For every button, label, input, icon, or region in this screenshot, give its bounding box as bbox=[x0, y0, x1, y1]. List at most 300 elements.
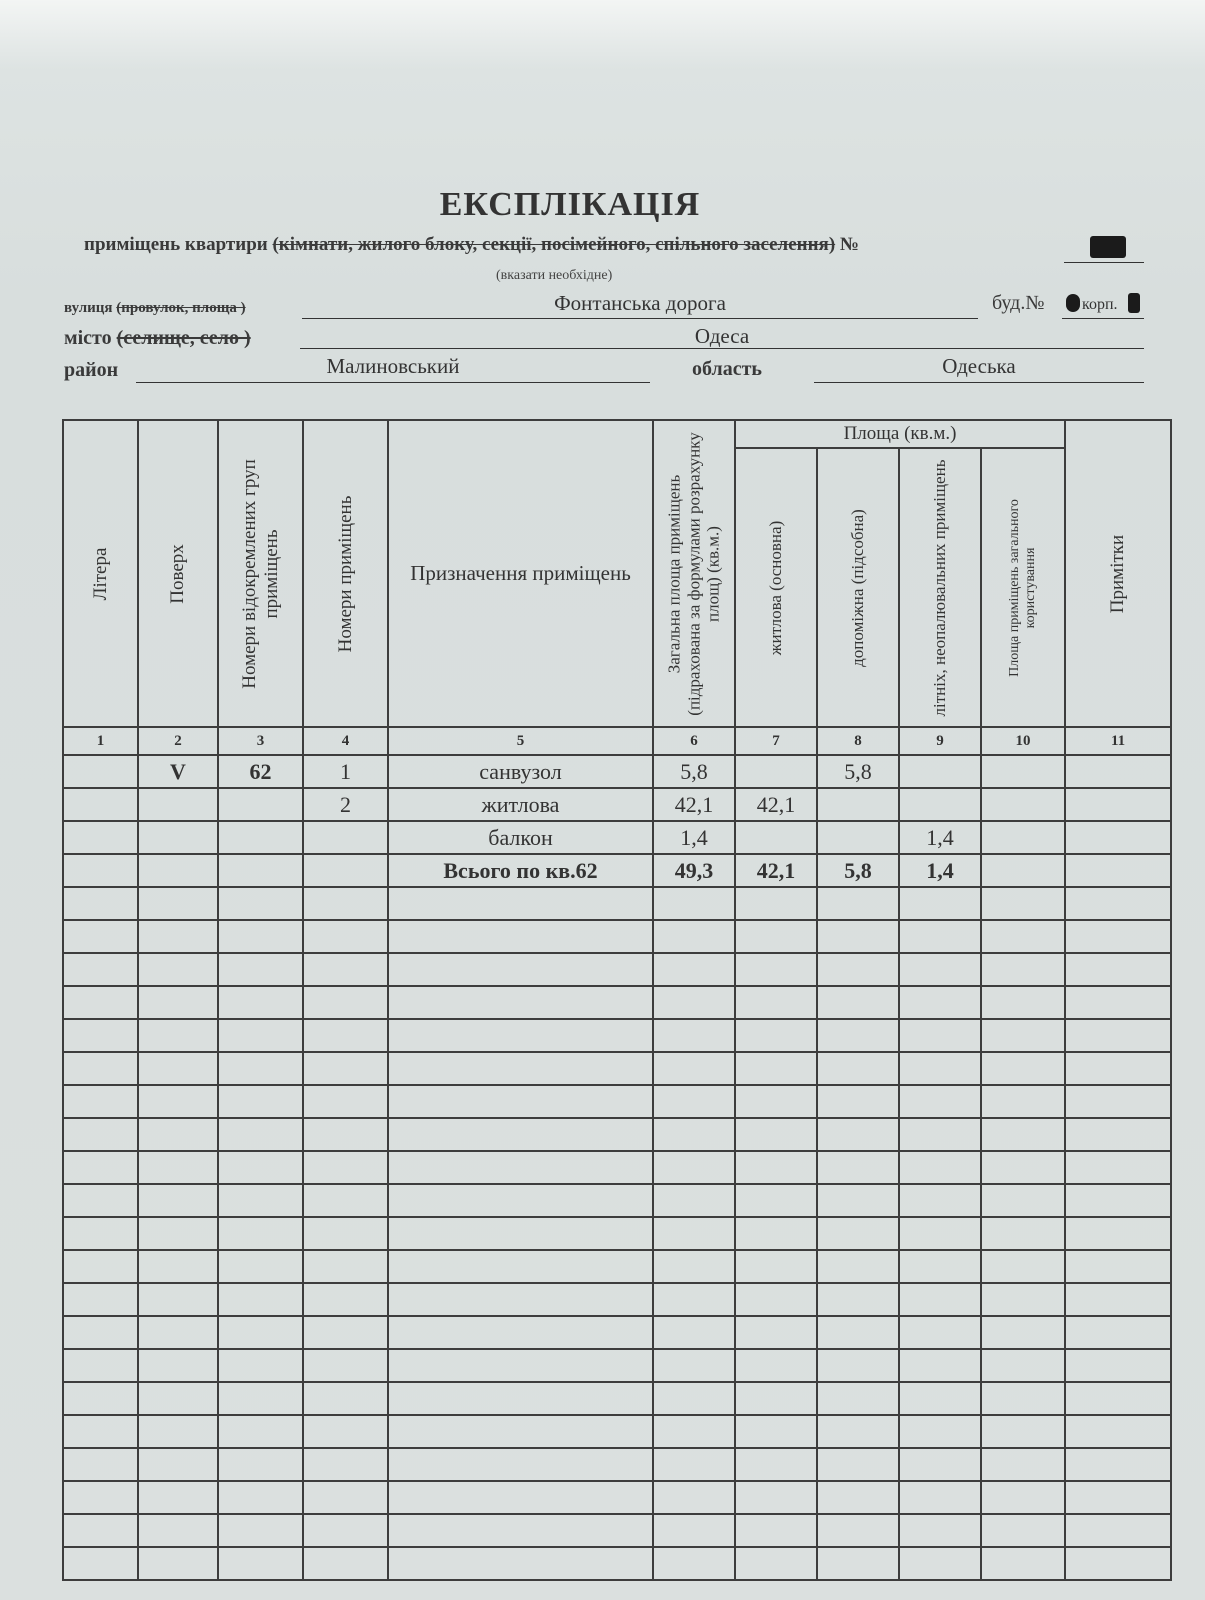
empty-cell bbox=[138, 1217, 218, 1250]
empty-cell bbox=[817, 1250, 899, 1283]
empty-cell bbox=[899, 920, 981, 953]
empty-cell bbox=[138, 920, 218, 953]
col-number: 5 bbox=[388, 727, 653, 755]
cell-common bbox=[981, 854, 1065, 887]
empty-row bbox=[63, 1085, 1171, 1118]
empty-cell bbox=[388, 1316, 653, 1349]
explication-table bbox=[62, 419, 1172, 1581]
cell-common bbox=[981, 821, 1065, 854]
empty-row bbox=[63, 1547, 1171, 1580]
empty-cell bbox=[653, 1250, 735, 1283]
hint-text: (вказати необхідне) bbox=[496, 268, 613, 283]
empty-cell bbox=[735, 887, 817, 920]
empty-cell bbox=[218, 1547, 303, 1580]
empty-cell bbox=[981, 1481, 1065, 1514]
cell-common bbox=[981, 788, 1065, 821]
empty-cell bbox=[303, 986, 388, 1019]
cell-litera bbox=[63, 854, 138, 887]
empty-cell bbox=[817, 1085, 899, 1118]
empty-cell bbox=[138, 1151, 218, 1184]
cell-summer: 1,4 bbox=[899, 821, 981, 854]
cell-total: 5,8 bbox=[653, 755, 735, 788]
empty-cell bbox=[138, 1415, 218, 1448]
cell-aux bbox=[817, 788, 899, 821]
empty-cell bbox=[218, 1316, 303, 1349]
empty-cell bbox=[1065, 1250, 1171, 1283]
empty-cell bbox=[388, 920, 653, 953]
empty-cell bbox=[735, 1217, 817, 1250]
col-number: 8 bbox=[817, 727, 899, 755]
empty-cell bbox=[63, 1415, 138, 1448]
city-label-group bbox=[64, 327, 251, 350]
empty-cell bbox=[817, 1151, 899, 1184]
cell-total: 49,3 bbox=[653, 854, 735, 887]
cell-room bbox=[303, 821, 388, 854]
empty-cell bbox=[218, 1283, 303, 1316]
empty-cell bbox=[388, 1019, 653, 1052]
empty-cell bbox=[735, 920, 817, 953]
empty-cell bbox=[981, 953, 1065, 986]
empty-cell bbox=[653, 1151, 735, 1184]
header-groups: Номери відокремлених груп приміщень bbox=[218, 420, 303, 727]
empty-cell bbox=[303, 1118, 388, 1151]
empty-cell bbox=[63, 887, 138, 920]
empty-cell bbox=[1065, 986, 1171, 1019]
empty-cell bbox=[303, 1184, 388, 1217]
street-underline bbox=[302, 318, 978, 319]
empty-cell bbox=[218, 1184, 303, 1217]
empty-cell bbox=[388, 1250, 653, 1283]
empty-row bbox=[63, 1415, 1171, 1448]
subtitle-main: приміщень квартири bbox=[84, 234, 268, 255]
empty-cell bbox=[1065, 887, 1171, 920]
empty-cell bbox=[388, 986, 653, 1019]
empty-cell bbox=[388, 953, 653, 986]
empty-cell bbox=[817, 920, 899, 953]
empty-cell bbox=[817, 1415, 899, 1448]
empty-cell bbox=[63, 1283, 138, 1316]
empty-cell bbox=[138, 1481, 218, 1514]
empty-cell bbox=[218, 1448, 303, 1481]
empty-cell bbox=[1065, 1151, 1171, 1184]
empty-cell bbox=[735, 1283, 817, 1316]
empty-cell bbox=[735, 1118, 817, 1151]
redacted-building-number bbox=[1066, 294, 1080, 312]
col-number: 11 bbox=[1065, 727, 1171, 755]
empty-cell bbox=[218, 887, 303, 920]
header-notes: Примітки bbox=[1065, 420, 1171, 727]
empty-cell bbox=[735, 1415, 817, 1448]
empty-cell bbox=[63, 1052, 138, 1085]
empty-cell bbox=[63, 1019, 138, 1052]
empty-cell bbox=[735, 1019, 817, 1052]
empty-cell bbox=[899, 1514, 981, 1547]
empty-cell bbox=[218, 1382, 303, 1415]
empty-cell bbox=[817, 1217, 899, 1250]
cell-floor bbox=[138, 821, 218, 854]
empty-cell bbox=[303, 1349, 388, 1382]
col-number: 2 bbox=[138, 727, 218, 755]
empty-cell bbox=[653, 1283, 735, 1316]
empty-cell bbox=[303, 1217, 388, 1250]
empty-cell bbox=[981, 920, 1065, 953]
empty-cell bbox=[899, 1217, 981, 1250]
empty-cell bbox=[218, 1349, 303, 1382]
cell-aux: 5,8 bbox=[817, 854, 899, 887]
empty-cell bbox=[1065, 1085, 1171, 1118]
cell-room: 2 bbox=[303, 788, 388, 821]
empty-cell bbox=[899, 1415, 981, 1448]
empty-cell bbox=[138, 1250, 218, 1283]
empty-cell bbox=[653, 1019, 735, 1052]
empty-cell bbox=[981, 1151, 1065, 1184]
empty-cell bbox=[735, 986, 817, 1019]
header-area-group: Площа (кв.м.) bbox=[735, 420, 1065, 448]
empty-row bbox=[63, 887, 1171, 920]
empty-cell bbox=[817, 1316, 899, 1349]
empty-cell bbox=[63, 1316, 138, 1349]
empty-cell bbox=[899, 1151, 981, 1184]
empty-cell bbox=[303, 1019, 388, 1052]
empty-cell bbox=[63, 1481, 138, 1514]
subtitle-struck: (кімнати, жилого блоку, секції, посімейного, спільного заселення) bbox=[272, 234, 836, 255]
empty-cell bbox=[653, 887, 735, 920]
empty-cell bbox=[1065, 1448, 1171, 1481]
document-subtitle bbox=[84, 234, 859, 256]
cell-summer bbox=[899, 755, 981, 788]
empty-cell bbox=[1065, 1514, 1171, 1547]
empty-cell bbox=[138, 1316, 218, 1349]
street-struck: (провулок, площа ) bbox=[116, 300, 246, 316]
empty-cell bbox=[1065, 1382, 1171, 1415]
city-value: Одеса bbox=[694, 324, 750, 348]
cell-living bbox=[735, 755, 817, 788]
empty-cell bbox=[653, 1481, 735, 1514]
cell-litera bbox=[63, 788, 138, 821]
header-living: житлова (основна) bbox=[735, 448, 817, 727]
empty-cell bbox=[218, 1052, 303, 1085]
empty-cell bbox=[138, 1283, 218, 1316]
empty-cell bbox=[817, 1514, 899, 1547]
street-label-group bbox=[64, 300, 246, 317]
empty-cell bbox=[218, 1019, 303, 1052]
empty-cell bbox=[303, 920, 388, 953]
empty-cell bbox=[303, 1382, 388, 1415]
empty-cell bbox=[1065, 920, 1171, 953]
empty-cell bbox=[735, 953, 817, 986]
empty-cell bbox=[981, 1250, 1065, 1283]
district-underline bbox=[136, 382, 650, 383]
empty-cell bbox=[218, 1217, 303, 1250]
empty-cell bbox=[388, 1085, 653, 1118]
empty-cell bbox=[1065, 1481, 1171, 1514]
empty-cell bbox=[138, 1514, 218, 1547]
empty-cell bbox=[303, 1085, 388, 1118]
empty-cell bbox=[899, 1547, 981, 1580]
empty-cell bbox=[899, 953, 981, 986]
empty-cell bbox=[981, 1283, 1065, 1316]
empty-cell bbox=[899, 1019, 981, 1052]
empty-cell bbox=[218, 1118, 303, 1151]
cell-notes bbox=[1065, 755, 1171, 788]
header-litera: Літера bbox=[63, 420, 138, 727]
empty-cell bbox=[899, 1085, 981, 1118]
empty-row bbox=[63, 1019, 1171, 1052]
empty-cell bbox=[218, 953, 303, 986]
empty-cell bbox=[817, 1019, 899, 1052]
empty-row bbox=[63, 1481, 1171, 1514]
empty-cell bbox=[63, 1085, 138, 1118]
empty-cell bbox=[63, 1382, 138, 1415]
cell-group bbox=[218, 821, 303, 854]
empty-cell bbox=[653, 920, 735, 953]
empty-cell bbox=[817, 986, 899, 1019]
empty-cell bbox=[981, 986, 1065, 1019]
cell-aux: 5,8 bbox=[817, 755, 899, 788]
empty-cell bbox=[138, 1547, 218, 1580]
empty-cell bbox=[899, 1481, 981, 1514]
empty-cell bbox=[653, 1349, 735, 1382]
cell-litera bbox=[63, 755, 138, 788]
empty-cell bbox=[138, 1118, 218, 1151]
empty-cell bbox=[817, 953, 899, 986]
city-struck: (селище, село ) bbox=[116, 327, 251, 349]
empty-row bbox=[63, 1250, 1171, 1283]
empty-cell bbox=[388, 1448, 653, 1481]
empty-cell bbox=[138, 1052, 218, 1085]
empty-cell bbox=[218, 986, 303, 1019]
empty-cell bbox=[388, 1052, 653, 1085]
empty-cell bbox=[388, 887, 653, 920]
col-number: 7 bbox=[735, 727, 817, 755]
empty-cell bbox=[735, 1151, 817, 1184]
empty-cell bbox=[1065, 1019, 1171, 1052]
empty-cell bbox=[899, 1349, 981, 1382]
empty-cell bbox=[653, 1184, 735, 1217]
empty-cell bbox=[817, 1349, 899, 1382]
empty-cell bbox=[899, 986, 981, 1019]
empty-cell bbox=[817, 1547, 899, 1580]
empty-cell bbox=[817, 1382, 899, 1415]
empty-row bbox=[63, 1052, 1171, 1085]
empty-cell bbox=[1065, 1217, 1171, 1250]
cell-living: 42,1 bbox=[735, 788, 817, 821]
empty-cell bbox=[735, 1481, 817, 1514]
empty-cell bbox=[817, 1184, 899, 1217]
empty-cell bbox=[735, 1052, 817, 1085]
empty-cell bbox=[981, 1184, 1065, 1217]
empty-cell bbox=[981, 1019, 1065, 1052]
empty-cell bbox=[138, 1349, 218, 1382]
empty-cell bbox=[735, 1382, 817, 1415]
cell-notes bbox=[1065, 788, 1171, 821]
empty-cell bbox=[981, 1514, 1065, 1547]
empty-cell bbox=[899, 1448, 981, 1481]
empty-row bbox=[63, 1382, 1171, 1415]
empty-cell bbox=[735, 1085, 817, 1118]
header-poverkh: Поверх bbox=[138, 420, 218, 727]
empty-cell bbox=[303, 1283, 388, 1316]
empty-cell bbox=[303, 1250, 388, 1283]
empty-row bbox=[63, 1184, 1171, 1217]
empty-row bbox=[63, 1217, 1171, 1250]
street-value: Фонтанська дорога bbox=[554, 291, 726, 315]
total-row bbox=[63, 854, 1171, 887]
cell-room: 1 bbox=[303, 755, 388, 788]
empty-cell bbox=[388, 1481, 653, 1514]
empty-cell bbox=[303, 1316, 388, 1349]
empty-rows bbox=[63, 887, 1171, 1580]
cell-floor: V bbox=[138, 755, 218, 788]
cell-living bbox=[735, 821, 817, 854]
cell-purpose-total: Всього по кв.62 bbox=[388, 854, 653, 887]
table-row bbox=[63, 788, 1171, 821]
empty-cell bbox=[388, 1184, 653, 1217]
empty-cell bbox=[388, 1283, 653, 1316]
empty-cell bbox=[303, 1481, 388, 1514]
oblast-underline bbox=[814, 382, 1144, 383]
empty-cell bbox=[63, 1151, 138, 1184]
empty-cell bbox=[981, 1547, 1065, 1580]
empty-cell bbox=[63, 1547, 138, 1580]
empty-cell bbox=[388, 1217, 653, 1250]
header-common: Площа приміщень загального користування bbox=[981, 448, 1065, 727]
cell-group bbox=[218, 788, 303, 821]
empty-cell bbox=[388, 1151, 653, 1184]
empty-cell bbox=[303, 1151, 388, 1184]
cell-summer bbox=[899, 788, 981, 821]
empty-cell bbox=[138, 1019, 218, 1052]
empty-cell bbox=[981, 887, 1065, 920]
empty-row bbox=[63, 1151, 1171, 1184]
table-row bbox=[63, 821, 1171, 854]
empty-cell bbox=[388, 1415, 653, 1448]
empty-cell bbox=[735, 1514, 817, 1547]
explication-table-wrapper bbox=[62, 419, 1170, 1600]
header-purpose: Призначення приміщень bbox=[388, 420, 653, 727]
empty-cell bbox=[388, 1118, 653, 1151]
apartment-number-line bbox=[1064, 262, 1144, 263]
empty-cell bbox=[303, 953, 388, 986]
empty-cell bbox=[303, 887, 388, 920]
empty-row bbox=[63, 1283, 1171, 1316]
empty-cell bbox=[899, 1118, 981, 1151]
empty-cell bbox=[138, 1184, 218, 1217]
empty-row bbox=[63, 920, 1171, 953]
empty-cell bbox=[981, 1316, 1065, 1349]
cell-notes bbox=[1065, 854, 1171, 887]
empty-cell bbox=[981, 1382, 1065, 1415]
empty-row bbox=[63, 1448, 1171, 1481]
street-label: вулиця bbox=[64, 300, 113, 316]
cell-room bbox=[303, 854, 388, 887]
building-label: буд.№ bbox=[992, 292, 1045, 314]
empty-cell bbox=[218, 1415, 303, 1448]
empty-cell bbox=[138, 1382, 218, 1415]
cell-living: 42,1 bbox=[735, 854, 817, 887]
empty-cell bbox=[981, 1415, 1065, 1448]
empty-cell bbox=[63, 1349, 138, 1382]
empty-cell bbox=[63, 920, 138, 953]
empty-cell bbox=[138, 1448, 218, 1481]
empty-cell bbox=[735, 1316, 817, 1349]
header-summer: літніх, неопалювальних приміщень bbox=[899, 448, 981, 727]
empty-cell bbox=[303, 1448, 388, 1481]
empty-cell bbox=[303, 1514, 388, 1547]
empty-cell bbox=[899, 887, 981, 920]
empty-cell bbox=[388, 1382, 653, 1415]
empty-cell bbox=[899, 1316, 981, 1349]
cell-floor bbox=[138, 788, 218, 821]
empty-cell bbox=[1065, 1349, 1171, 1382]
empty-cell bbox=[218, 920, 303, 953]
district-value: Малиновський bbox=[326, 354, 460, 378]
col-number: 3 bbox=[218, 727, 303, 755]
cell-purpose: санвузол bbox=[388, 755, 653, 788]
empty-cell bbox=[218, 1250, 303, 1283]
column-number-row bbox=[63, 727, 1171, 755]
empty-cell bbox=[735, 1547, 817, 1580]
redacted-korp-number bbox=[1128, 293, 1140, 313]
city-label: місто bbox=[64, 327, 112, 349]
empty-cell bbox=[303, 1415, 388, 1448]
empty-cell bbox=[653, 1316, 735, 1349]
col-number: 6 bbox=[653, 727, 735, 755]
subtitle-number-sign: № bbox=[839, 234, 859, 255]
header-aux: допоміжна (підсобна) bbox=[817, 448, 899, 727]
table-row bbox=[63, 755, 1171, 788]
korp-label: корп. bbox=[1082, 296, 1118, 313]
cell-aux bbox=[817, 821, 899, 854]
empty-cell bbox=[63, 986, 138, 1019]
empty-cell bbox=[63, 1448, 138, 1481]
empty-cell bbox=[1065, 1547, 1171, 1580]
empty-cell bbox=[653, 1217, 735, 1250]
oblast-label: область bbox=[692, 358, 762, 380]
empty-cell bbox=[653, 986, 735, 1019]
empty-cell bbox=[1065, 1052, 1171, 1085]
empty-cell bbox=[1065, 1415, 1171, 1448]
col-number: 9 bbox=[899, 727, 981, 755]
empty-row bbox=[63, 1316, 1171, 1349]
empty-cell bbox=[899, 1283, 981, 1316]
header-total: Загальна площа приміщень (підрахована за формулами розрахунку площ) (кв.м.) bbox=[653, 420, 735, 727]
cell-common bbox=[981, 755, 1065, 788]
empty-cell bbox=[218, 1151, 303, 1184]
empty-cell bbox=[653, 1052, 735, 1085]
empty-row bbox=[63, 1349, 1171, 1382]
empty-cell bbox=[981, 1349, 1065, 1382]
empty-cell bbox=[735, 1349, 817, 1382]
empty-cell bbox=[981, 1085, 1065, 1118]
empty-cell bbox=[981, 1118, 1065, 1151]
col-number: 1 bbox=[63, 727, 138, 755]
district-label: район bbox=[64, 359, 119, 381]
empty-row bbox=[63, 1514, 1171, 1547]
header-rooms: Номери приміщень bbox=[303, 420, 388, 727]
empty-cell bbox=[1065, 1118, 1171, 1151]
empty-cell bbox=[1065, 1283, 1171, 1316]
cell-total: 1,4 bbox=[653, 821, 735, 854]
empty-cell bbox=[138, 887, 218, 920]
empty-cell bbox=[303, 1052, 388, 1085]
empty-cell bbox=[653, 1118, 735, 1151]
empty-cell bbox=[817, 1052, 899, 1085]
empty-cell bbox=[138, 1085, 218, 1118]
empty-cell bbox=[899, 1382, 981, 1415]
empty-cell bbox=[388, 1547, 653, 1580]
empty-cell bbox=[1065, 1184, 1171, 1217]
